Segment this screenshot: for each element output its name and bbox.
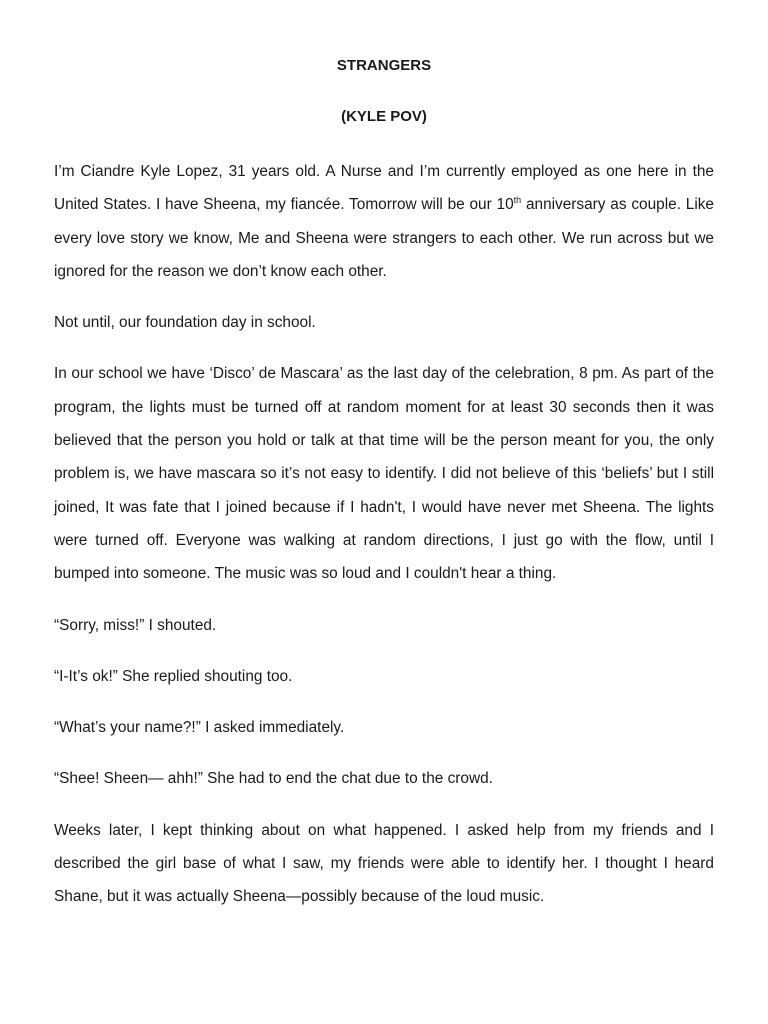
document-body xyxy=(54,155,714,932)
superscript-ordinal: th xyxy=(513,195,522,206)
dialogue-line-sorry: “Sorry, miss!” I shouted. xyxy=(54,616,217,634)
dialogue-line-ok: “I-It’s ok!” She replied shouting too. xyxy=(54,667,293,685)
dialogue-line-sheen: “Shee! Sheen— ahh!” She had to end the chat due to the crowd. xyxy=(54,770,493,788)
paragraph-intro xyxy=(54,155,714,288)
paragraph-intro-text-1: I’m Ciandre Kyle Lopez, 31 years old. A Nurse and I’m currently employed as one here in the United States. I have Sheena, my fiancée. Tomorrow will be our 10 xyxy=(54,163,714,214)
paragraph-intro-text-2: anniversary as couple. Like every love story we know, Me and Sheena were strangers to each other. We run across but we ignored for the reason we don’t know each other. xyxy=(54,196,714,280)
paragraph-foundation-day: Not until, our foundation day in school. xyxy=(54,314,316,332)
dialogue-line-name: “What’s your name?!” I asked immediately. xyxy=(54,719,345,737)
document-title: STRANGERS xyxy=(336,57,432,74)
paragraph-disco: In our school we have ‘Disco’ de Mascara’ as the last day of the celebration, 8 pm. As part of the program, the lights must be turned off at random moment for at least 30 seconds then it was believed that the person you hold or talk at that time will be the person meant for you, the only problem is, we have mascara so it’s not easy to identify. I did not believe of this ‘beliefs’ but I still joined, It was fate that I joined because if I hadn't, I would have never met Sheena. The lights were turned off. Everyone was walking at random directions, I just go with the flow, until I bumped into someone. The music was so loud and I couldn't hear a thing. xyxy=(54,365,714,583)
document-subtitle: (KYLE POV) xyxy=(341,108,427,125)
paragraph-weeks-later: Weeks later, I kept thinking about on what happened. I asked help from my friends and I described the girl base of what I saw, my friends were able to identify her. I thought I heard Shane, but it was actually Sheena—possibly because of the loud music. xyxy=(54,821,714,906)
